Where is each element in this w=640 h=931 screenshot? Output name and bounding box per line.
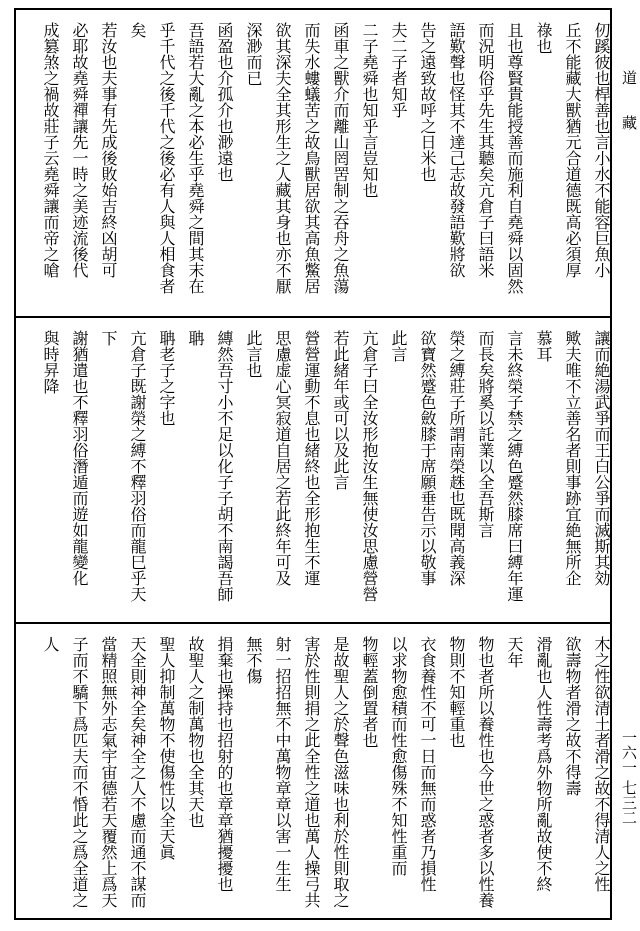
text-column: 無不傷 (244, 636, 263, 684)
text-column: 歟夫唯不立善名者則事跡宜絶無所企 (563, 330, 582, 586)
text-column: 且也尊賢貴能授善而施利自堯舜以固然 (505, 22, 524, 294)
text-column: 若此緒年或可以及此言 (331, 330, 350, 490)
text-column: 欲壽物者滑之故不得壽 (563, 636, 582, 796)
text-column: 而長矣將奚以託業以全吾斯言 (476, 330, 495, 538)
text-column: 讓而絶湯武爭而王白公爭而滅斯其効 (592, 330, 611, 586)
text-column: 下 (99, 330, 118, 346)
text-column: 必耶故堯舜禪讓先一時之美迹流後代 (70, 22, 89, 278)
text-column: 亢倉子既謝榮之縛不釋羽俗而龍巳乎天 (128, 330, 147, 602)
text-column: 函車之獸介而離山罔罟制之吞舟之魚蕩 (331, 22, 350, 294)
text-column: 故聖人之制萬物也全其天也 (186, 636, 205, 828)
panel-bottom (16, 622, 610, 918)
text-column: 若汝也夫事有先成後敗始吉終凶胡可 (99, 22, 118, 278)
text-column: 榮之縛莊子所謂南榮趎也既聞高義深 (447, 330, 466, 586)
text-column: 物則不知輕重也 (447, 636, 466, 748)
text-column: 當精照無外志氣宇宙德若天覆然上爲天 (99, 636, 118, 908)
margin-label-top: 道 藏 (620, 70, 638, 130)
text-column: 祿也 (534, 22, 553, 54)
text-column: 營營運動不息也緒終也全形抱生不運 (302, 330, 321, 586)
text-column: 聃 (186, 330, 205, 346)
scripture-page (14, 8, 612, 920)
text-column: 欲寶然蹙色斂膝于席願垂告示以敬事 (418, 330, 437, 586)
text-column: 深渺而已 (244, 22, 263, 86)
text-column: 語歎聲也怪其不達己志故發語歎將欲 (447, 22, 466, 278)
text-column: 思慮虚心冥寂道自居之若此終年可及 (273, 330, 292, 586)
text-column: 此言 (389, 330, 408, 362)
text-column: 捐棄也操持也招射的也章章猶擾擾也 (215, 636, 234, 892)
text-column: 天全則神全矣神全之人不慮而通不謀而 (128, 636, 147, 908)
text-column: 此言也 (244, 330, 263, 378)
text-column: 丘不能藏大獸猶元合道德既高必須厚 (563, 22, 582, 278)
text-column: 射一招招無不中萬物章章以害一生生 (273, 636, 292, 892)
text-column: 滑亂也人性壽考爲外物所亂故使不終 (534, 636, 553, 892)
text-column: 木之性欲清土者滑之故不得清人之性 (592, 636, 611, 892)
text-column: 而況明俗乎先生其聽矣亢倉子曰語米 (476, 22, 495, 278)
text-column: 與時昇降 (41, 330, 60, 394)
text-column: 害於性則捐之此全性之道也萬人操弓共 (302, 636, 321, 908)
text-column: 告之遠致故呼之日米也 (418, 22, 437, 182)
text-column: 物也者所以養性也今世之惑者多以性養 (476, 636, 495, 908)
text-column: 天年 (505, 636, 524, 668)
text-column: 謝猶遣也不釋羽俗潛遁而遊如龍變化 (70, 330, 89, 586)
text-column: 物輕蓋倒置者也 (360, 636, 379, 748)
text-column: 人 (41, 636, 60, 652)
text-column: 夫二子者知乎 (389, 22, 408, 118)
text-column: 欲其深夫全其形生之人藏其身也亦不厭 (273, 22, 292, 294)
text-column: 言未終榮子禁之縛色蹙然膝席曰縛年運 (505, 330, 524, 602)
text-column: 縳然吾寸小不足以化子子胡不南謁吾師 (215, 330, 234, 602)
text-column: 慕耳 (534, 330, 553, 362)
text-column: 聃老子之字也 (157, 330, 176, 426)
text-column: 成篡煞之禍故莊子云堯舜讓而帝之嗆 (41, 22, 60, 278)
text-column: 亢倉子曰全汝形抱汝生無使汝思慮營營 (360, 330, 379, 602)
text-column: 函盈也介孤介也渺遠也 (215, 22, 234, 182)
text-column: 二子堯舜也知乎言豈知也 (360, 22, 379, 198)
margin-page-number: 一六一 七三二 (620, 730, 638, 825)
text-column: 衣食養性不可一日而無而惑者乃損性 (418, 636, 437, 892)
text-column: 矣 (128, 22, 147, 38)
text-column: 是故聖人之於聲色滋味也利於性則取之 (331, 636, 350, 908)
text-column: 乎千代之後千代之後必有人與人相食者 (157, 22, 176, 294)
text-column: 吾語若大亂之本必生乎堯舜之間其末在 (186, 22, 205, 294)
text-column: 以求物愈積而性愈傷殊不知性重而 (389, 636, 408, 876)
panel-top (16, 10, 610, 316)
text-column: 子而不驕下爲匹夫而不惛此之爲全道之 (70, 636, 89, 908)
text-column: 聖人抑制萬物不使傷性以全天眞 (157, 636, 176, 860)
text-column: 而失水螻蟻苦之故鳥獸居欲其高魚鱉居 (302, 22, 321, 294)
text-column: 仞蹊彼也桿善也言小水不能容巨魚小 (592, 22, 611, 278)
panel-middle (16, 316, 610, 622)
